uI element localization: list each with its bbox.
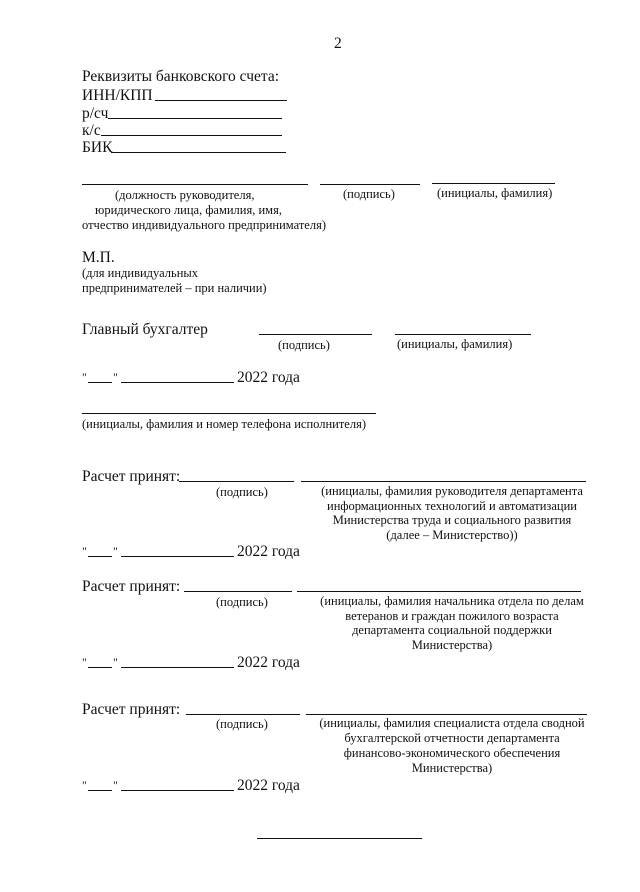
bik-field[interactable]: [111, 152, 286, 153]
accountant-name-caption: (инициалы, фамилия): [397, 337, 513, 351]
accepted-3-desc-2: бухгалтерской отчетности департамента: [344, 731, 560, 745]
chief-accountant-label: Главный бухгалтер: [82, 321, 208, 338]
accepted-3-signature-caption: (подпись): [216, 717, 268, 731]
bik-label: БИК: [82, 139, 113, 156]
accepted-1-signature-field[interactable]: [179, 481, 294, 482]
accountant-signature-caption: (подпись): [278, 338, 330, 352]
position-caption-2: юридического лица, фамилия, имя,: [95, 203, 282, 217]
accepted-1-desc-1: (инициалы, фамилия руководителя департамента: [321, 484, 583, 498]
accepted-2-signature-field[interactable]: [184, 591, 292, 592]
accountant-signature-field[interactable]: [259, 334, 372, 335]
date-month-field[interactable]: [121, 556, 234, 557]
accepted-3-desc-1: (инициалы, фамилия специалиста отдела сводной: [319, 716, 585, 730]
accepted-2-name-field[interactable]: [297, 591, 581, 592]
position-caption-1: (должность руководителя,: [115, 188, 255, 202]
accepted-1-name-field[interactable]: [301, 481, 586, 482]
head-name-caption: (инициалы, фамилия): [437, 186, 553, 200]
date-quote-close: ": [113, 655, 118, 669]
page-number: 2: [334, 35, 342, 52]
date-year-text: 2022 года: [237, 654, 300, 671]
position-caption-3: отчество индивидуального предпринимателя): [82, 218, 326, 232]
executor-field[interactable]: [82, 413, 376, 414]
stamp-note-1: (для индивидуальных: [82, 266, 199, 280]
inn-kpp-label: ИНН/КПП: [82, 87, 153, 104]
accepted-2-desc-1: (инициалы, фамилия начальника отдела по делам: [320, 594, 584, 608]
accepted-3-signature-field[interactable]: [186, 714, 300, 715]
account-label: р/сч: [82, 105, 109, 122]
corr-account-field[interactable]: [101, 135, 282, 136]
date-quote-open: ": [82, 778, 87, 792]
accepted-2-desc-2: ветеранов и граждан пожилого возраста: [345, 609, 559, 623]
stamp-note-2: предпринимателей – при наличии): [82, 281, 267, 295]
date-month-field[interactable]: [121, 790, 234, 791]
date-year-text: 2022 года: [237, 369, 300, 386]
accepted-1-signature-caption: (подпись): [216, 485, 268, 499]
date-quote-close: ": [113, 778, 118, 792]
accepted-1-desc-2: информационных технологий и автоматизации: [327, 499, 577, 513]
closing-separator-line: [257, 838, 422, 839]
accepted-1-desc-3: Министерства труда и социального развития: [332, 513, 572, 527]
stamp-label: М.П.: [82, 249, 115, 266]
date-year-text: 2022 года: [237, 543, 300, 560]
date-quote-close: ": [113, 544, 118, 558]
date-quote-open: ": [82, 655, 87, 669]
date-quote-open: ": [82, 544, 87, 558]
accepted-label-1: Расчет принят:: [82, 468, 181, 485]
accepted-2-signature-caption: (подпись): [216, 595, 268, 609]
date-quote-open: ": [82, 370, 87, 384]
accepted-label-3: Расчет принят:: [82, 701, 181, 718]
inn-kpp-field[interactable]: [155, 100, 287, 101]
corr-account-label: к/с: [82, 122, 101, 139]
position-field[interactable]: [82, 184, 308, 185]
accepted-3-name-field[interactable]: [306, 714, 587, 715]
head-signature-field[interactable]: [320, 184, 420, 185]
date-day-field[interactable]: [88, 790, 112, 791]
accepted-3-desc-3: финансово-экономического обеспечения: [343, 746, 561, 760]
date-day-field[interactable]: [88, 382, 112, 383]
date-year-text: 2022 года: [237, 777, 300, 794]
date-day-field[interactable]: [88, 556, 112, 557]
head-name-field[interactable]: [432, 183, 555, 184]
accepted-3-desc-4: Министерства): [411, 761, 493, 775]
head-signature-caption: (подпись): [343, 187, 395, 201]
account-field[interactable]: [108, 118, 282, 119]
accepted-label-2: Расчет принят:: [82, 578, 181, 595]
date-day-field[interactable]: [88, 667, 112, 668]
accepted-2-desc-4: Министерства): [411, 638, 493, 652]
accepted-1-desc-4: (далее – Министерство)): [386, 528, 518, 542]
date-quote-close: ": [113, 370, 118, 384]
accepted-2-desc-3: департамента социальной поддержки: [352, 623, 552, 637]
accountant-name-field[interactable]: [395, 334, 531, 335]
executor-caption: (инициалы, фамилия и номер телефона исполнителя): [82, 417, 367, 431]
bank-details-heading: Реквизиты банковского счета:: [82, 68, 280, 85]
date-month-field[interactable]: [121, 667, 234, 668]
date-month-field[interactable]: [121, 382, 234, 383]
